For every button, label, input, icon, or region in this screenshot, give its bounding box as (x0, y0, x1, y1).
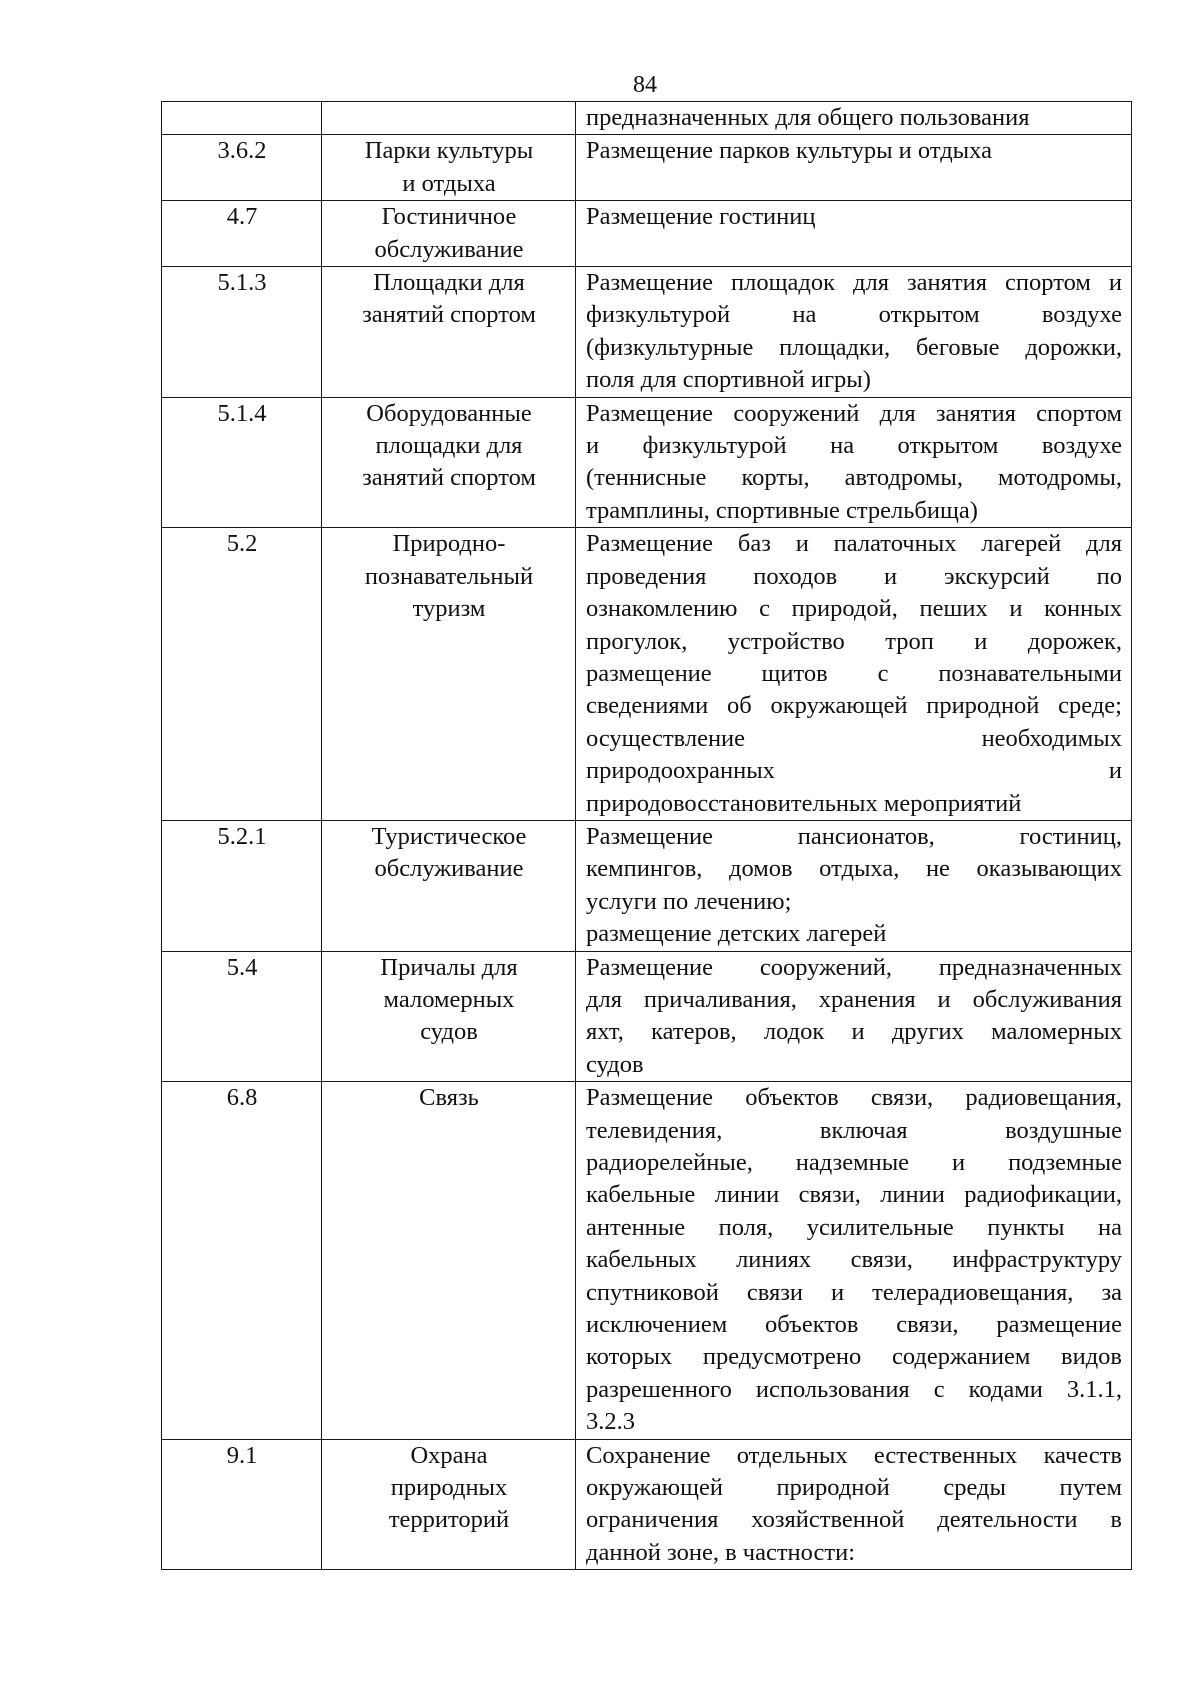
table-row (162, 528, 1132, 821)
name-line: познавательный (364, 562, 534, 590)
name-line: Гостиничное (381, 203, 517, 231)
description-line: услуги по лечению; (586, 887, 792, 915)
description-line: физкультурой на открытом воздухе (586, 301, 1122, 329)
cell-code: 4.7 (162, 201, 322, 267)
table-row (162, 951, 1132, 1082)
description-line: Размещение пансионатов, гостиниц, (586, 822, 1122, 850)
cell-description (576, 267, 1132, 398)
description-line: судов (586, 1050, 644, 1078)
table-row (162, 135, 1132, 201)
cell-code: 5.2 (162, 528, 322, 821)
name-line: Связь (419, 1084, 479, 1112)
page-number: 84 (633, 72, 657, 98)
cell-name (322, 528, 576, 821)
cell-name (322, 267, 576, 398)
description-line: сведениями об окружающей природной среде; (586, 692, 1122, 720)
cell-description (576, 1082, 1132, 1439)
name-line: Парки культуры (364, 137, 534, 165)
cell-code: 5.1.4 (162, 397, 322, 528)
cell-name (322, 135, 576, 201)
description-line: для причаливания, хранения и обслуживания (586, 985, 1122, 1013)
description-line: поля для спортивной игры) (586, 366, 871, 394)
description-line: телевидения, включая воздушные (586, 1116, 1122, 1144)
description-line: размещение детских лагерей (586, 920, 887, 948)
description-line: данной зоне, в частности: (586, 1538, 856, 1566)
land-use-table (161, 101, 1132, 1570)
table-row (162, 1439, 1132, 1570)
description-line: антенные поля, усилительные пункты на (586, 1213, 1122, 1241)
description-line: Размещение сооружений, предназначенных (586, 953, 1122, 981)
cell-code: 5.1.3 (162, 267, 322, 398)
description-line: осуществление необходимых (586, 724, 1122, 752)
description-line: ограничения хозяйственной деятельности в (586, 1506, 1122, 1534)
description-line: радиорелейные, надземные и подземные (586, 1149, 1122, 1176)
name-line: туризм (412, 595, 486, 623)
description-line: кабельных линиях связи, инфраструктуру (586, 1246, 1122, 1274)
description-line: размещение щитов с познавательными (586, 659, 1122, 687)
description-line: Сохранение отдельных естественных качеств (586, 1441, 1122, 1469)
description-line: предназначенных для общего пользования (586, 104, 1030, 131)
description-line: природовосстановительных мероприятий (586, 789, 1022, 817)
name-line: площадки для (375, 432, 523, 460)
cell-code: 5.2.1 (162, 820, 322, 951)
cell-description (576, 820, 1132, 951)
description-line: разрешенного использования с кодами 3.1.1, (586, 1375, 1122, 1403)
cell-code: 9.1 (162, 1439, 322, 1570)
name-line: территорий (388, 1506, 510, 1534)
description-line: исключением объектов связи, размещение (586, 1311, 1122, 1339)
cell-code (162, 102, 322, 135)
cell-name (322, 820, 576, 951)
cell-name (322, 951, 576, 1082)
description-line: Размещение парков культуры и отдыха (586, 137, 992, 165)
description-line: природоохранных и (586, 757, 1122, 785)
description-line: Размещение баз и палаточных лагерей для (586, 530, 1122, 558)
cell-name (322, 201, 576, 267)
cell-description (576, 528, 1132, 821)
description-line: Размещение площадок для занятия спортом и (586, 269, 1122, 297)
name-line: обслуживание (374, 855, 524, 883)
name-line: судов (420, 1018, 478, 1046)
cell-code: 6.8 (162, 1082, 322, 1439)
name-line: Площадки для (373, 269, 525, 297)
description-line: 3.2.3 (586, 1408, 635, 1436)
table-row (162, 201, 1132, 267)
cell-description (576, 397, 1132, 528)
description-line: Размещение гостиниц (586, 203, 816, 231)
name-line: и отдыха (402, 169, 496, 197)
name-line: Туристическое (371, 822, 527, 850)
name-line: маломерных (383, 985, 515, 1013)
description-line: которых предусмотрено содержанием видов (586, 1343, 1122, 1371)
cell-name (322, 1082, 576, 1439)
description-line: спутниковой связи и телерадиовещания, за (586, 1278, 1122, 1306)
name-line: Охрана (410, 1441, 488, 1469)
description-line: кабельные линии связи, линии радиофикации, (586, 1181, 1122, 1209)
cell-code: 3.6.2 (162, 135, 322, 201)
cell-description (576, 135, 1132, 201)
description-line: (физкультурные площадки, беговые дорожки, (586, 333, 1122, 361)
cell-description (576, 201, 1132, 267)
name-line: занятий спортом (362, 301, 536, 329)
name-line: занятий спортом (362, 464, 536, 492)
table-row (162, 820, 1132, 951)
description-line: трамплины, спортивные стрельбища) (586, 496, 978, 524)
description-line: яхт, катеров, лодок и других маломерных (586, 1018, 1122, 1046)
name-line: природных (390, 1474, 508, 1502)
cell-description (576, 102, 1132, 135)
description-line: Размещение объектов связи, радиовещания, (586, 1084, 1122, 1112)
name-line: Причалы для (380, 953, 518, 981)
cell-name (322, 1439, 576, 1570)
table-body (162, 102, 1132, 1570)
table-row (162, 1082, 1132, 1439)
description-line: (теннисные корты, автодромы, мотодромы, (586, 464, 1122, 492)
description-line: кемпингов, домов отдыха, не оказывающих (586, 855, 1122, 883)
name-line: Природно- (392, 530, 506, 558)
description-line: и физкультурой на открытом воздухе (586, 432, 1122, 460)
cell-code: 5.4 (162, 951, 322, 1082)
description-line: проведения походов и экскурсий по (586, 562, 1122, 590)
cell-name (322, 102, 576, 135)
name-line: Оборудованные (366, 399, 532, 427)
description-line: ознакомлению с природой, пеших и конных (586, 595, 1122, 623)
description-line: Размещение сооружений для занятия спортом (586, 399, 1122, 427)
table-row (162, 397, 1132, 528)
name-line: обслуживание (374, 235, 524, 263)
cell-description (576, 951, 1132, 1082)
cell-description (576, 1439, 1132, 1570)
description-line: окружающей природной среды путем (586, 1474, 1122, 1502)
cell-name (322, 397, 576, 528)
description-line: прогулок, устройство троп и дорожек, (586, 627, 1122, 655)
table-row (162, 267, 1132, 398)
table-row (162, 102, 1132, 135)
